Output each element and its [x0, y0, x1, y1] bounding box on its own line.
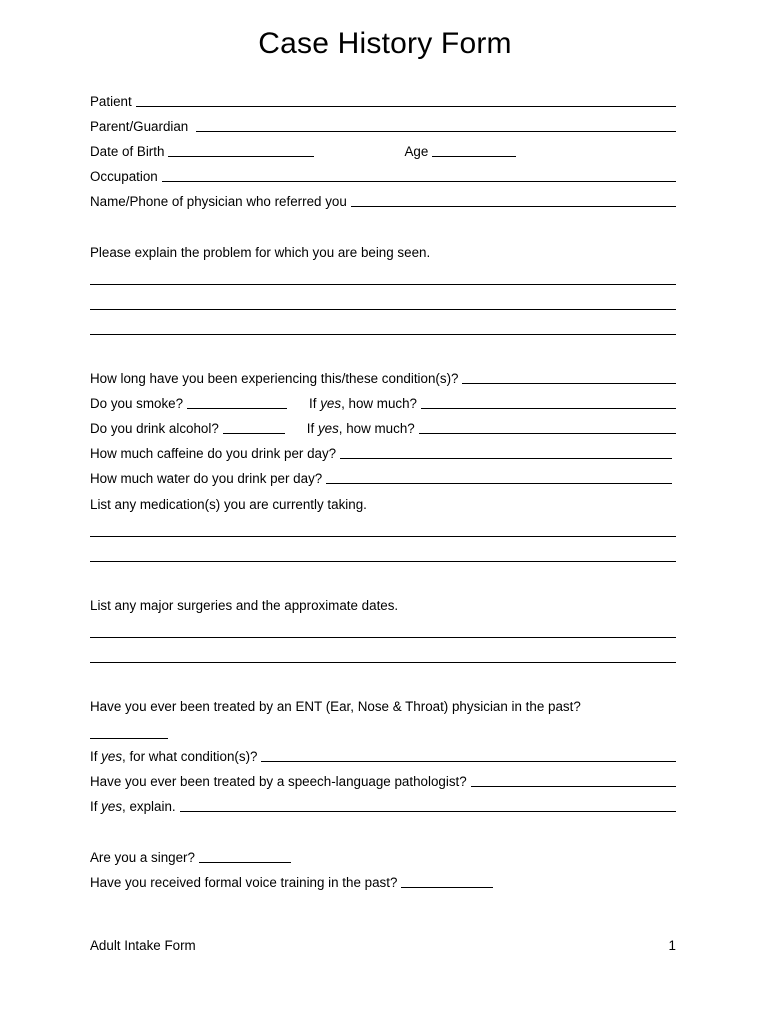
surgeries-answer-line-1[interactable] — [90, 637, 676, 638]
singer-row — [90, 848, 676, 866]
age-field[interactable] — [432, 156, 516, 157]
smoke-row — [90, 394, 676, 412]
caffeine-field[interactable] — [340, 458, 672, 459]
slp-field[interactable] — [471, 786, 676, 787]
ent-question: Have you ever been treated by an ENT (Ear, Nose & Throat) physician in the past? — [90, 699, 581, 714]
ent-condition-field[interactable] — [261, 761, 676, 762]
slp-explain-label: If yes, explain. — [90, 799, 176, 814]
problem-answer-line-3[interactable] — [90, 334, 676, 335]
alcohol-row — [90, 419, 676, 437]
dob-age-row — [90, 142, 676, 160]
smoke-how-much-label: If yes, how much? — [309, 396, 417, 411]
surgeries-row — [90, 596, 676, 614]
problem-row — [90, 243, 676, 261]
ent-condition-label: If yes, for what condition(s)? — [90, 749, 258, 764]
page-footer — [90, 938, 676, 953]
ent-condition-row — [90, 747, 676, 765]
problem-answer-line-2[interactable] — [90, 309, 676, 310]
slp-explain-row — [90, 797, 676, 815]
patient-field[interactable] — [136, 106, 676, 107]
singer-field[interactable] — [199, 862, 291, 863]
caffeine-row — [90, 444, 676, 462]
slp-row — [90, 772, 676, 790]
occupation-field[interactable] — [162, 181, 676, 182]
surgeries-answer-line-2[interactable] — [90, 662, 676, 663]
voice-training-question: Have you received formal voice training in the past? — [90, 875, 398, 890]
date-of-birth-field[interactable] — [168, 156, 314, 157]
how-long-field[interactable] — [462, 383, 676, 384]
age-label: Age — [404, 144, 429, 159]
alcohol-how-much-label: If yes, how much? — [306, 421, 415, 436]
slp-question: Have you ever been treated by a speech-language pathologist? — [90, 774, 467, 789]
voice-training-row — [90, 873, 676, 891]
parent-guardian-field[interactable] — [196, 131, 676, 132]
physician-label: Name/Phone of physician who referred you — [90, 194, 347, 209]
patient-label: Patient — [90, 94, 132, 109]
singer-question: Are you a singer? — [90, 850, 195, 865]
water-field[interactable] — [326, 483, 672, 484]
how-long-question: How long have you been experiencing this/these condition(s)? — [90, 371, 459, 386]
problem-question: Please explain the problem for which you are being seen. — [90, 245, 431, 260]
smoke-field[interactable] — [187, 408, 287, 409]
page-number: 1 — [668, 938, 676, 953]
caffeine-question: How much caffeine do you drink per day? — [90, 446, 337, 461]
slp-explain-field[interactable] — [180, 811, 676, 812]
ent-answer-field[interactable] — [90, 738, 168, 739]
medications-answer-line-1[interactable] — [90, 536, 676, 537]
parent-guardian-row — [90, 117, 676, 135]
occupation-row — [90, 167, 676, 185]
alcohol-field[interactable] — [223, 433, 285, 434]
footer-form-name: Adult Intake Form — [90, 938, 196, 953]
physician-field[interactable] — [351, 206, 676, 207]
water-row — [90, 469, 676, 487]
alcohol-question: Do you drink alcohol? — [90, 421, 219, 436]
patient-row — [90, 92, 676, 110]
how-long-row — [90, 369, 676, 387]
water-question: How much water do you drink per day? — [90, 471, 323, 486]
date-of-birth-label: Date of Birth — [90, 144, 165, 159]
smoke-question: Do you smoke? — [90, 396, 184, 411]
occupation-label: Occupation — [90, 169, 158, 184]
medications-row — [90, 495, 676, 513]
surgeries-question: List any major surgeries and the approximate dates. — [90, 598, 399, 613]
ent-row — [90, 697, 676, 715]
parent-guardian-label: Parent/Guardian — [90, 119, 189, 134]
voice-training-field[interactable] — [401, 887, 493, 888]
physician-row — [90, 192, 676, 210]
smoke-how-much-field[interactable] — [421, 408, 676, 409]
alcohol-how-much-field[interactable] — [419, 433, 676, 434]
medications-question: List any medication(s) you are currently taking. — [90, 497, 367, 512]
medications-answer-line-2[interactable] — [90, 561, 676, 562]
problem-answer-line-1[interactable] — [90, 284, 676, 285]
page-title: Case History Form — [258, 27, 512, 60]
